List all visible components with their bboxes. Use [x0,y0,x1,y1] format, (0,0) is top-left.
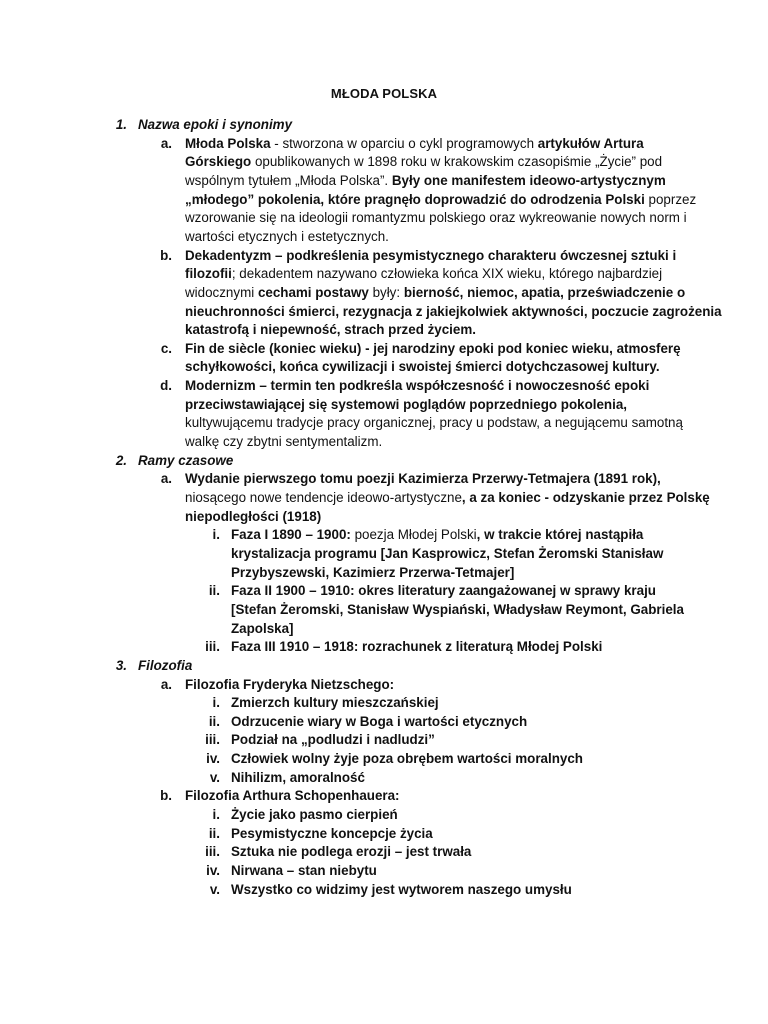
page-title: MŁODA POLSKA [330,86,438,101]
subitem-text-line [231,601,684,620]
text-run: Życie jako pasmo cierpień [231,807,398,823]
subitem-label: ii. [208,825,220,841]
item-text-line [185,377,649,396]
text-run: kultywującemu tradycje pracy organicznej, pracy u podstaw, a negującemu samotną [185,415,683,431]
text-run: Modernizm – termin ten podkreśla współczesność i nowoczesność epoki [185,378,650,394]
item-text-line [185,284,685,303]
item-text-line [185,135,644,154]
text-run: wartości etycznych i estetycznych. [185,228,389,244]
text-run: Nirwana – stan niebytu [231,863,377,878]
item-text-line [185,153,662,172]
text-run: Pesymistyczne koncepcje życia [231,825,433,841]
item-text-line [185,396,627,415]
text-run: Były one manifestem ideowo-artystycznym [391,172,666,188]
text-run: „młodego” pokolenia, które pragnęło doprowadzić do odrodzenia Polski [185,191,645,207]
subitem-label: iv. [206,863,220,878]
subitem-label: ii. [208,583,220,599]
text-run: filozofii [185,266,232,282]
text-run: poezja Młodej Polski [350,527,477,543]
text-run: artykułów Artura [537,135,644,151]
section-heading: Nazwa epoki i synonimy [138,117,293,132]
subitem-text-line [231,564,514,583]
text-run: cechami postawy [257,284,369,300]
subitem-text-line [231,881,572,900]
item-text-line [185,489,710,508]
subitem-text-line [231,582,656,601]
subitem-label: i. [212,527,220,543]
subitem-text-line [231,713,527,732]
text-run: Przybyszewski, Kazimierz Przerwa-Tetmajer] [231,564,515,580]
section-number: 2. [115,452,127,468]
text-run: krystalizacja programu [Jan Kasprowicz, Stefan Żeromski Stanisław [231,545,664,561]
text-run: Fin de siècle (koniec wieku) - jej narodziny epoki pod koniec wieku, atmosferę [185,340,681,356]
item-label: b. [160,247,172,263]
subitem-text-line [231,545,663,564]
text-run: Wszystko co widzimy jest wytworem naszego umysłu [231,881,572,897]
text-run: nieuchronności śmierci, rezygnacja z jakiejkolwiek aktywności, poczucie zagrożenia [185,303,722,319]
item-text-line [185,470,661,489]
subitem-label: v. [209,769,220,785]
text-run: niepodległości (1918) [185,508,322,524]
subitem-text-line [231,769,365,788]
subitem-text-line [231,806,398,825]
subitem-label: iii. [205,732,220,748]
text-run: bierność, niemoc, apatia, przeświadczenie o [403,284,686,300]
subitem-text-line [231,638,602,657]
section-number: 1. [115,117,127,132]
subitem-text-line [231,862,377,881]
item-text-line [185,191,696,210]
subitem-label: i. [212,807,220,823]
text-run: widocznymi [185,284,258,300]
text-run: - stworzona w oparciu o cykl programowych [270,135,538,151]
text-run: Faza I 1890 – 1900: [231,527,351,543]
text-run: Górskiego [185,154,252,170]
item-text-line [185,172,666,191]
item-text-line [185,358,660,377]
subitem-label: ii. [208,713,220,729]
subitem-label: iii. [205,639,220,655]
text-run: Człowiek wolny żyje poza obrębem wartości moralnych [231,751,583,767]
text-run: opublikowanych w 1898 roku w krakowskim czasopiśmie „Życie” pod [251,154,663,170]
item-label: d. [160,378,172,394]
text-run: [Stefan Żeromski, Stanisław Wyspiański, Władysław Reymont, Gabriela [231,601,684,617]
subitem-text-line [231,731,435,750]
subitem-label: v. [209,881,220,897]
item-text-line [185,209,687,228]
item-text-line [185,340,681,359]
text-run: Podział na „podludzi i nadludzi” [231,732,435,748]
text-run: Sztuka nie podlega erozji – jest trwała [231,844,472,860]
subitem-text-line [231,526,643,545]
text-run: wspólnym tytułem „Młoda Polska”. [185,172,392,188]
section-heading: Filozofia [138,657,193,673]
item-label: a. [160,471,172,487]
text-run: Młoda Polska [185,135,271,151]
subitem-label: iii. [205,844,220,860]
subitem-label: iv. [206,751,220,767]
text-run: Faza II 1900 – 1910: okres literatury zaangażowanej w sprawy kraju [231,583,656,599]
text-run: schyłkowości, końca cywilizacji i swoistej śmierci dotychczasowej kultury. [185,359,660,375]
subitem-text-line [231,620,294,639]
text-run: były: [368,284,404,300]
item-label: a. [160,676,172,692]
item-text-line [185,433,382,452]
item-text-line [185,265,662,284]
text-run: Nihilizm, amoralność [231,769,365,785]
item-text-line [185,414,683,433]
text-run: wzorowanie się na ideologii romantyzmu polskiego oraz wykreowanie nowych norm i [185,210,687,226]
text-run: Zmierzch kultury mieszczańskiej [231,695,439,711]
subitem-text-line [231,694,439,713]
section-number: 3. [115,657,127,673]
text-run: niosącego nowe tendencje ideowo-artystyczne [185,490,462,505]
text-run: Faza III 1910 – 1918: rozrachunek z literaturą Młodej Polski [231,639,603,655]
item-text-line [185,676,394,695]
text-run: poprzez [644,191,697,207]
item-text-line [185,247,676,266]
text-run: przeciwstawiającej się systemowi poglądów poprzedniego pokolenia, [185,396,628,412]
item-label: a. [160,135,172,151]
text-run: Wydanie pierwszego tomu poezji Kazimierza Przerwy-Tetmajera (1891 rok), [185,471,661,487]
text-run: Dekadentyzm – podkreślenia pesymistycznego charakteru ówczesnej sztuki i [185,247,677,263]
item-text-line [185,303,722,322]
item-label: b. [160,788,172,804]
item-text-line [185,321,476,340]
text-run: , w trakcie której nastąpiła [476,527,644,543]
subitem-label: i. [212,695,220,711]
subitem-text-line [231,750,583,769]
subitem-text-line [231,825,433,844]
item-text-line [185,787,400,806]
text-run: walkę czy zbytni sentymentalizm. [185,434,383,450]
subitem-text-line [231,843,471,862]
text-run: , a za koniec - odzyskanie przez Polskę [461,490,710,505]
text-run: ; dekadentem nazywano człowieka końca XIX wieku, którego najbardziej [231,266,663,282]
text-run: Odrzucenie wiary w Boga i wartości etycznych [231,713,528,729]
text-run: katastrofą i niepewność, strach przed życiem. [185,322,476,338]
item-text-line [185,508,321,527]
item-label: c. [160,340,172,356]
text-run: Zapolska] [231,620,294,636]
text-run: Filozofia Fryderyka Nietzschego: [185,676,395,692]
text-run: Filozofia Arthura Schopenhauera: [185,788,400,804]
item-text-line [185,228,389,247]
section-heading: Ramy czasowe [138,452,234,468]
